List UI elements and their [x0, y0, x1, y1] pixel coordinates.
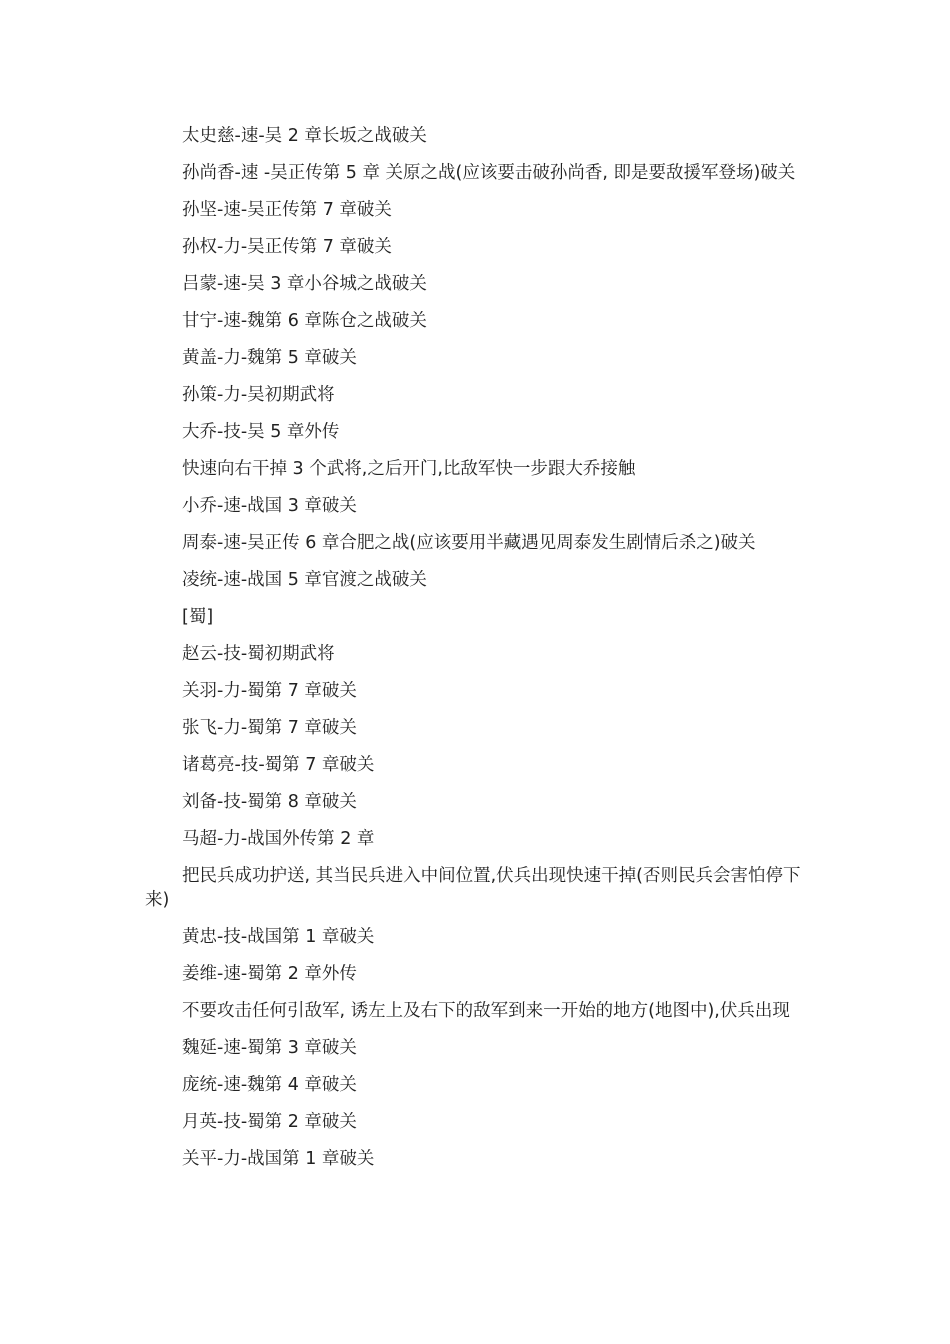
paragraph: 诸葛亮-技-蜀第 7 章破关 — [182, 755, 375, 775]
paragraph: 赵云-技-蜀初期武将 — [182, 644, 335, 664]
paragraph: 姜维-速-蜀第 2 章外传 — [182, 964, 357, 984]
paragraph: 孙权-力-吴正传第 7 章破关 — [182, 237, 392, 257]
paragraph: 把民兵成功护送, 其当民兵进入中间位置,伏兵出现快速干掉(否则民兵会害怕停下来) — [145, 866, 801, 910]
paragraph: 关羽-力-蜀第 7 章破关 — [182, 681, 357, 701]
section-heading: [蜀] — [182, 607, 214, 627]
paragraph: 大乔-技-吴 5 章外传 — [182, 422, 340, 442]
paragraph: 吕蒙-速-吴 3 章小谷城之战破关 — [182, 274, 427, 294]
paragraph: 马超-力-战国外传第 2 章 — [182, 829, 375, 849]
paragraph: 孙策-力-吴初期武将 — [182, 385, 335, 405]
paragraph: 月英-技-蜀第 2 章破关 — [182, 1112, 357, 1132]
paragraph: 黄盖-力-魏第 5 章破关 — [182, 348, 357, 368]
document-body — [145, 124, 805, 1184]
paragraph: 不要攻击任何引敌军, 诱左上及右下的敌军到来一开始的地方(地图中),伏兵出现 — [182, 1001, 790, 1021]
paragraph: 庞统-速-魏第 4 章破关 — [182, 1075, 357, 1095]
paragraph: 刘备-技-蜀第 8 章破关 — [182, 792, 357, 812]
paragraph: 小乔-速-战国 3 章破关 — [182, 496, 357, 516]
paragraph: 周泰-速-吴正传 6 章合肥之战(应该要用半藏遇见周泰发生剧情后杀之)破关 — [182, 533, 756, 553]
paragraph: 甘宁-速-魏第 6 章陈仓之战破关 — [182, 311, 427, 331]
paragraph: 孙尚香-速 -吴正传第 5 章 关原之战(应该要击破孙尚香, 即是要敌援军登场)破关 — [182, 163, 796, 183]
paragraph: 凌统-速-战国 5 章官渡之战破关 — [182, 570, 427, 590]
paragraph: 黄忠-技-战国第 1 章破关 — [182, 927, 375, 947]
paragraph: 张飞-力-蜀第 7 章破关 — [182, 718, 357, 738]
paragraph: 孙坚-速-吴正传第 7 章破关 — [182, 200, 392, 220]
paragraph: 太史慈-速-吴 2 章长坂之战破关 — [182, 126, 427, 146]
paragraph: 关平-力-战国第 1 章破关 — [182, 1149, 375, 1169]
paragraph: 魏延-速-蜀第 3 章破关 — [182, 1038, 357, 1058]
paragraph: 快速向右干掉 3 个武将,之后开门,比敌军快一步跟大乔接触 — [182, 459, 636, 479]
